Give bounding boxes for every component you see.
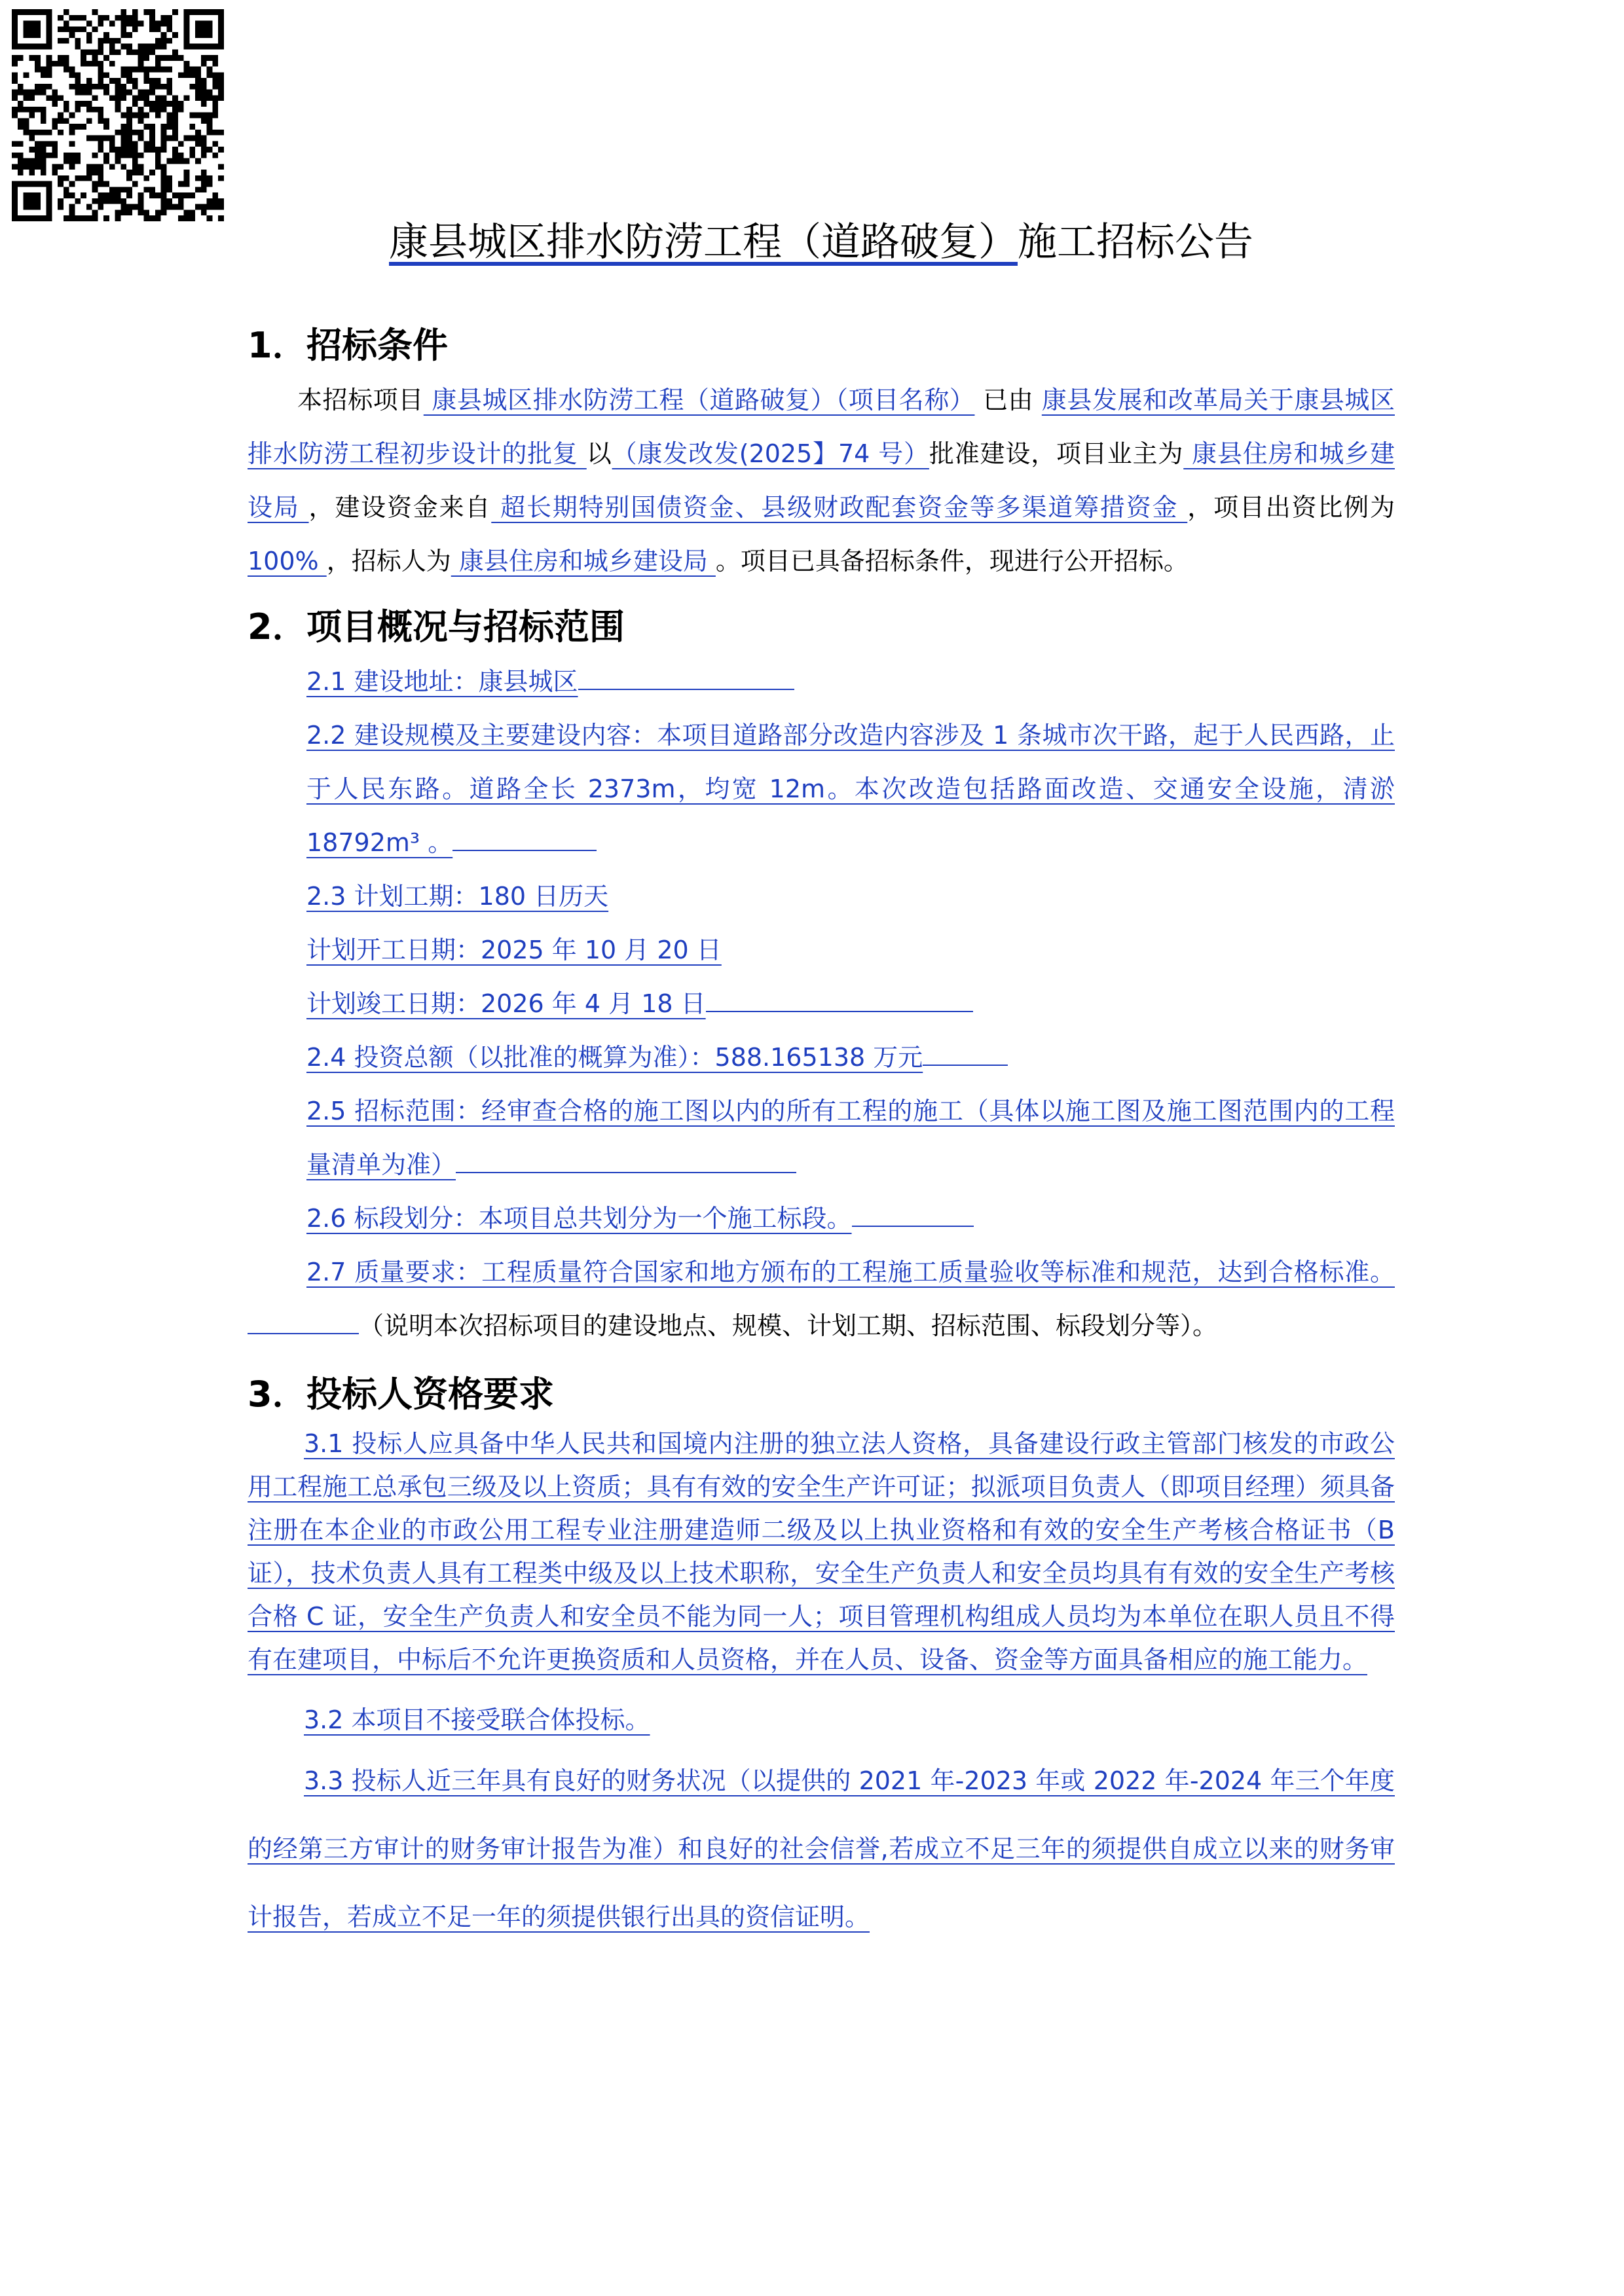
s1-text-7: ，招标人为: [326, 547, 451, 575]
section-1-title: 招标条件: [306, 325, 448, 366]
project-name-field: 康县城区排水防涝工程（道路破复）（项目名称）: [423, 386, 975, 414]
s1-text-3: 以: [586, 439, 612, 468]
underline-filler: [248, 1333, 359, 1334]
s1-text-1: 本招标项目: [297, 386, 424, 414]
qualification-requirement-2: [248, 1693, 1395, 1747]
title-project-name: 康县城区排水防涝工程（道路破复）: [389, 219, 1018, 265]
s1-text-5: ，建设资金来自: [308, 493, 492, 522]
qr-code-icon: [12, 9, 224, 221]
end-date-text: 计划竣工日期：2026 年 4 月 18 日: [306, 989, 706, 1018]
planned-period: [248, 869, 1395, 923]
underline-filler: [706, 1011, 973, 1012]
investment-text: 2.4 投资总额（以批准的概算为准）：588.165138 万元: [306, 1043, 923, 1072]
lots-text: 2.6 标段划分：本项目总共划分为一个施工标段。: [306, 1204, 852, 1233]
total-investment: [248, 1030, 1395, 1084]
funding-source-field: 超长期特别国债资金、县级财政配套资金等多渠道筹措资金: [491, 493, 1188, 522]
quality-text: 2.7 质量要求：工程质量符合国家和地方颁布的工程施工质量验收等标准和规范，达到合格标准。: [306, 1258, 1395, 1286]
tenderer-field: 康县住房和城乡建设局: [451, 547, 716, 575]
section-1-heading: [248, 318, 1395, 373]
section-3-title: 投标人资格要求: [306, 1374, 554, 1415]
qualification-requirement-1: [248, 1422, 1395, 1681]
qualification-requirement-3: [248, 1747, 1395, 1951]
approval-number-field: （康发改发(2025】74 号）: [612, 439, 929, 468]
approval-document-field: 康县发展和改革局关于康县城区排水防涝工程初步设计的批复: [248, 386, 1395, 468]
s1-text-6: ，项目出资比例为: [1187, 493, 1395, 522]
construction-scale: [248, 708, 1395, 869]
s1-text-8: 。项目已具备招标条件，现进行公开招标。: [715, 547, 1189, 575]
s1-text-2: 已由: [983, 386, 1034, 414]
funding-ratio-field: 100%: [248, 547, 327, 575]
document-page: [248, 210, 1395, 1951]
underline-filler: [923, 1065, 1008, 1066]
planned-start-date: [248, 923, 1395, 977]
scope-text: 2.5 招标范围：经审查合格的施工图以内的所有工程的施工（具体以施工图及施工图范围内的工程量清单为准）: [306, 1097, 1395, 1179]
tender-scope: [248, 1084, 1395, 1192]
title-suffix: 施工招标公告: [1018, 219, 1253, 265]
underline-filler: [456, 1172, 796, 1173]
req3-text: 3.3 投标人近三年具有良好的财务状况（以提供的 2021 年-2023 年或 2022 年-2024 年三个年度的经第三方审计的财务审计报告为准）和良好的社会信誉,若成立不足三年的须提供自成立以来的财务审计报告，若成立不足一年的须提供银行出具的资信证明。: [248, 1766, 1395, 1931]
underline-filler: [852, 1226, 974, 1227]
req2-text: 3.2 本项目不接受联合体投标。: [304, 1705, 650, 1734]
req1-text: 3.1 投标人应具备中华人民共和国境内注册的独立法人资格，具备建设行政主管部门核发的市政公用工程施工总承包三级及以上资质；具有有效的安全生产许可证；拟派项目负责人（即项目经理）须具备注册在本企业的市政公用工程专业注册建造师二级及以上执业资格和有效的安全生产考核合格证书（B 证），技术负责人具有工程类中级及以上技术职称，安全生产负责人和安全员均具有有效的安全生产考核合格 C 证，安全生产负责人和安全员不能为同一人；项目管理机构组成人员均为本单位在职人员且不得有在建项目，中标后不允许更换资质和人员资格，并在人员、设备、资金等方面具备相应的施工能力。: [248, 1429, 1395, 1674]
planned-end-date: [248, 977, 1395, 1030]
section-2-note: （说明本次招标项目的建设地点、规模、计划工期、招标范围、标段划分等）。: [359, 1311, 1218, 1340]
underline-filler: [578, 689, 794, 690]
quality-requirement: [248, 1245, 1395, 1353]
page-title: [248, 210, 1395, 275]
section-3-number: 3．: [248, 1374, 308, 1415]
project-owner-field: 康县住房和城乡建设局: [248, 439, 1395, 522]
section-2-title: 项目概况与招标范围: [306, 606, 625, 647]
underline-filler: [452, 850, 597, 851]
section-3-heading: [248, 1367, 1395, 1422]
section-1-body: [248, 373, 1395, 588]
start-date-text: 计划开工日期：2025 年 10 月 20 日: [306, 936, 722, 964]
section-2-heading: [248, 600, 1395, 655]
s1-text-4: 批准建设，项目业主为: [929, 439, 1184, 468]
scale-text: 2.2 建设规模及主要建设内容：本项目道路部分改造内容涉及 1 条城市次干路，起于人民西路，止于人民东路。道路全长 2373m，均宽 12m。本次改造包括路面改造、交通安全设施，清淤 18792m³ 。: [306, 721, 1395, 857]
location-text: 2.1 建设地址：康县城区: [306, 667, 578, 696]
section-1-number: 1．: [248, 325, 308, 366]
construction-location: [248, 655, 1395, 708]
lot-division: [248, 1192, 1395, 1245]
section-2-number: 2．: [248, 606, 308, 647]
period-text: 2.3 计划工期：180 日历天: [306, 882, 609, 911]
